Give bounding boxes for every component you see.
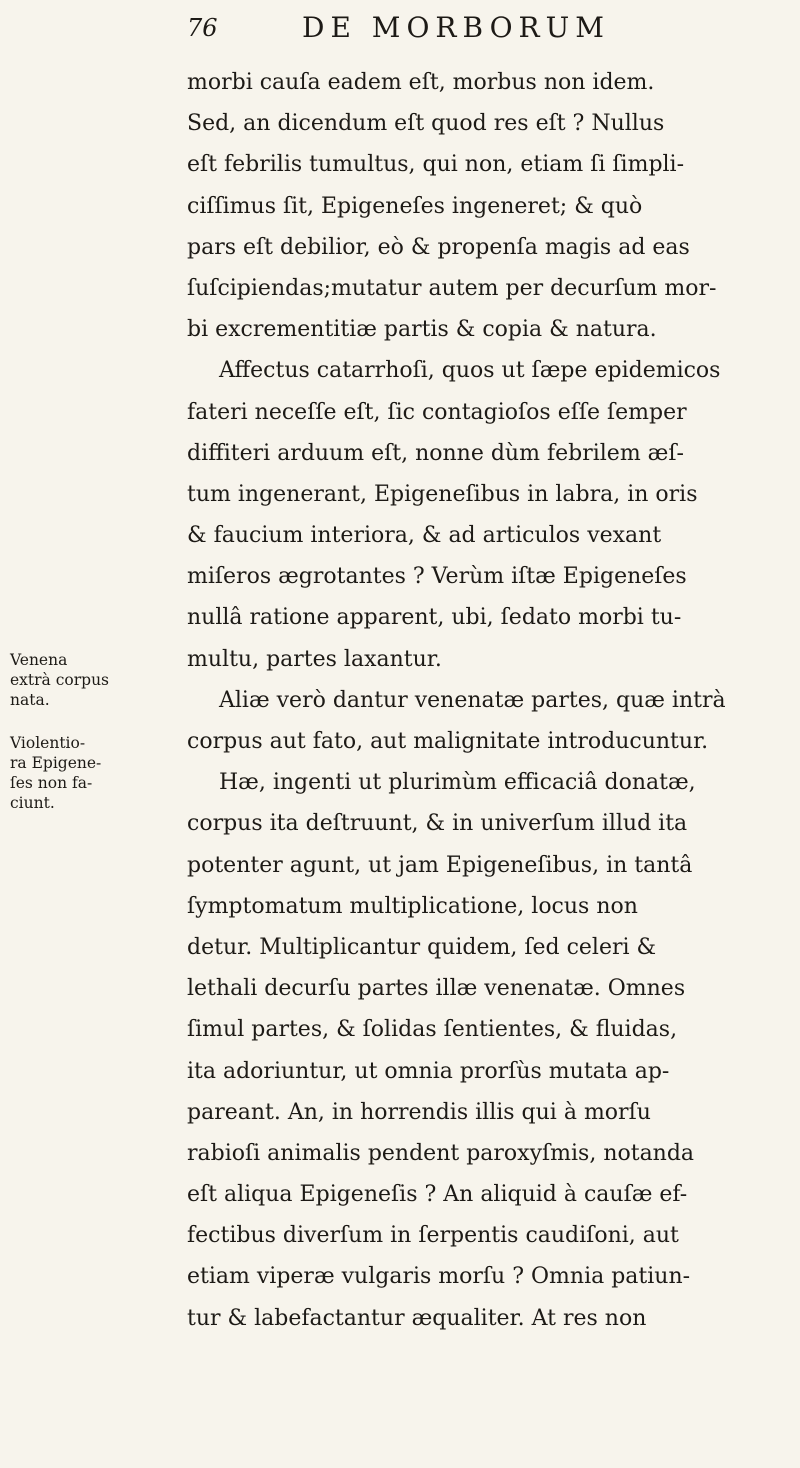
text-line: Aliæ verò dantur venenatæ partes, quæ intrà [219,687,726,713]
text-line: ſuſcipiendas;mutatur autem per decurſum mor- [187,275,717,301]
text-line: lethali decurſu partes illæ venenatæ. Omnes [187,976,686,1002]
margin-note-violentiora [10,733,180,813]
margin-note-line: ciunt. [10,794,55,812]
text-line: tum ingenerant, Epigeneſibus in labra, in oris [187,481,698,507]
running-title: DE MORBORUM [302,11,610,44]
margin-note-venena [10,650,180,710]
text-line: fateri neceſſe eſt, ſic contagioſos eſſe ſemper [187,399,687,425]
text-line: ſimul partes, & ſolidas ſentientes, & fluidas, [187,1017,678,1043]
margin-note-line: ra Epigene- [10,754,102,772]
text-line: ſymptomatum multiplicatione, locus non [187,893,638,919]
text-line: multu, partes laxantur. [187,646,442,672]
text-line: rabioſi animalis pendent paroxyſmis, notanda [187,1140,695,1166]
text-line: miſeros ægrotantes ? Verùm iſtæ Epigeneſes [187,564,687,590]
margin-note-line: nata. [10,691,50,709]
text-line: diffiteri arduum eſt, nonne dùm febrilem æſ- [187,440,684,466]
main-text [187,62,757,1339]
margin-note-line: Violentio- [10,734,86,752]
text-line: pareant. An, in horrendis illis qui à morſu [187,1099,651,1125]
text-line: bi excrementitiæ partis & copia & natura. [187,317,657,343]
text-line: tur & labefactantur æqualiter. At res non [187,1305,647,1331]
text-line: ciſſimus ſit, Epigeneſes ingeneret; & quò [187,193,643,219]
text-line: fectibus diverſum in ſerpentis caudiſoni, aut [187,1223,679,1249]
text-line: Sed, an dicendum eſt quod res eſt ? Nullus [187,111,665,137]
text-line: detur. Multiplicantur quidem, ſed celeri & [187,934,657,960]
text-line: eſt febrilis tumultus, qui non, etiam ſi ſimpli- [187,152,685,178]
text-line: corpus ita deſtruunt, & in univerſum illud ita [187,811,688,837]
text-line: eſt aliqua Epigeneſis ? An aliquid à cauſæ ef- [187,1182,688,1208]
text-line: & faucium interiora, & ad articulos vexant [187,523,662,549]
text-line: nullâ ratione apparent, ubi, ſedato morbi tu- [187,605,682,631]
text-line: Hæ, ingenti ut plurimùm efficaciâ donatæ, [219,770,696,796]
margin-note-line: Venena [10,651,68,669]
text-line: potenter agunt, ut jam Epigeneſibus, in tantâ [187,852,693,878]
text-line: Affectus catarrhoſi, quos ut ſæpe epidemicos [219,358,721,384]
margin-note-line: extrà corpus [10,671,110,689]
text-line: corpus aut fato, aut malignitate introducuntur. [187,729,709,754]
margin-note-line: ſes non fa- [10,774,93,792]
text-line: pars eſt debilior, eò & propenſa magis ad eas [187,234,690,260]
text-line: etiam viperæ vulgaris morſu ? Omnia patiun- [187,1264,691,1290]
page-number: 76 [187,14,218,42]
text-line: morbi cauſa eadem eſt, morbus non idem. [187,70,655,95]
text-line: ita adoriuntur, ut omnia prorſùs mutata ap- [187,1058,670,1084]
